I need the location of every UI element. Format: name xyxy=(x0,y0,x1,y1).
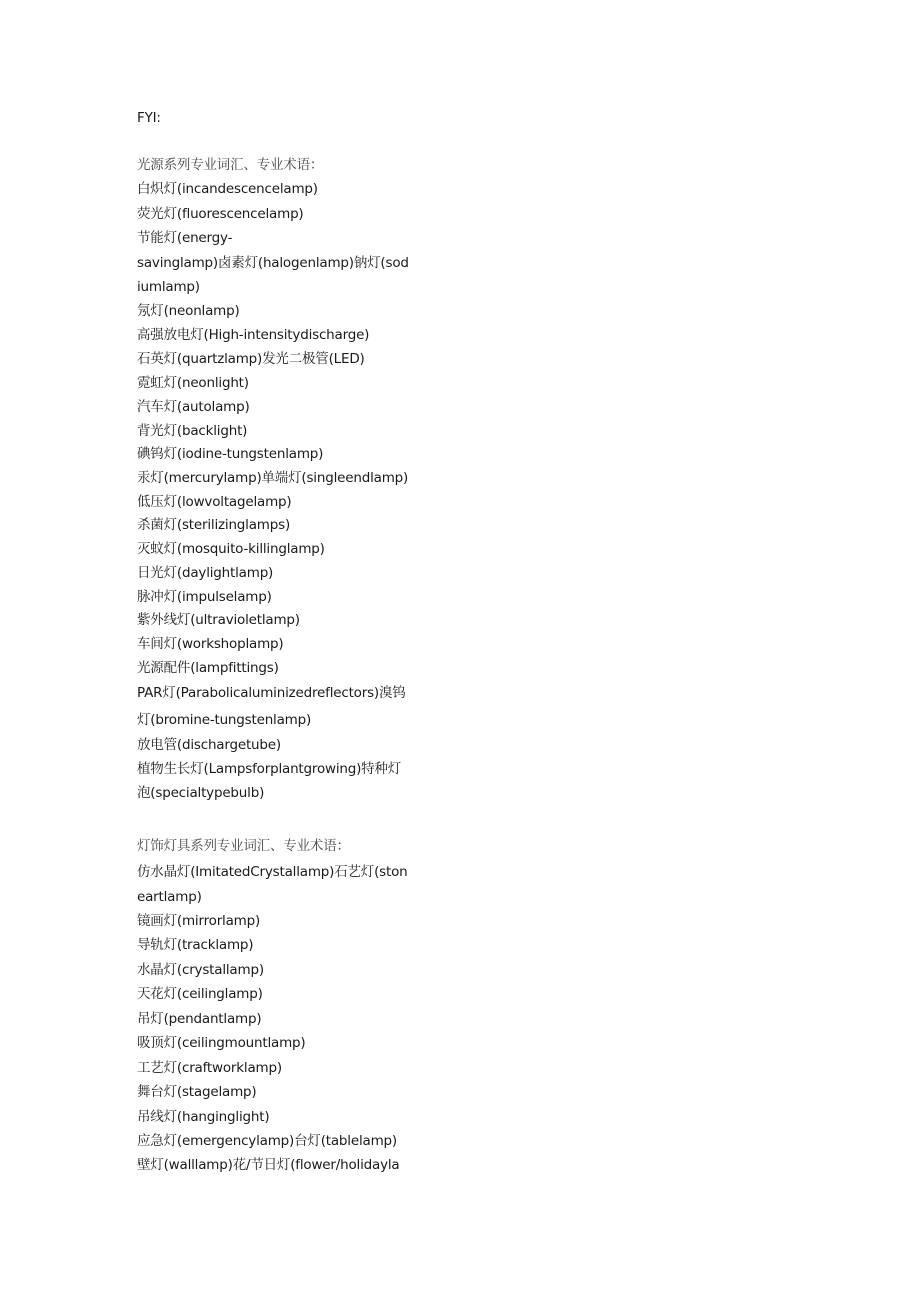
term-line: 泡(specialtypebulb) xyxy=(137,785,265,801)
term-line: 日光灯(daylightlamp) xyxy=(137,565,274,581)
term-line: 荧光灯(fluorescencelamp) xyxy=(137,206,304,222)
term-line: 汞灯(mercurylamp)单端灯(singleendlamp) xyxy=(137,470,409,486)
term-line: 脉冲灯(impulselamp) xyxy=(137,589,272,605)
term-line: 车间灯(workshoplamp) xyxy=(137,636,284,652)
term-line: 放电管(dischargetube) xyxy=(137,737,281,753)
term-line: 导轨灯(tracklamp) xyxy=(137,937,254,953)
term-line: 灯(bromine-tungstenlamp) xyxy=(137,712,312,728)
document-heading: FYI: xyxy=(137,110,161,126)
term-line: iumlamp) xyxy=(137,279,200,295)
term-line: 吊灯(pendantlamp) xyxy=(137,1011,262,1027)
term-line: savinglamp)卤素灯(halogenlamp)钠灯(sod xyxy=(137,255,409,271)
term-line: 吸顶灯(ceilingmountlamp) xyxy=(137,1035,306,1051)
term-line: 工艺灯(craftworklamp) xyxy=(137,1060,282,1076)
term-line: 白炽灯(incandescencelamp) xyxy=(137,181,318,197)
term-line: 光源配件(lampfittings) xyxy=(137,660,279,676)
term-line: 应急灯(emergencylamp)台灯(tablelamp) xyxy=(137,1133,397,1149)
term-line: 天花灯(ceilinglamp) xyxy=(137,986,263,1002)
term-line: 碘钨灯(iodine-tungstenlamp) xyxy=(137,446,324,462)
term-line: 水晶灯(crystallamp) xyxy=(137,962,264,978)
term-line: 汽车灯(autolamp) xyxy=(137,399,250,415)
term-line: 石英灯(quartzlamp)发光二极管(LED) xyxy=(137,351,365,367)
term-line: 壁灯(walllamp)花/节日灯(flower/holidayla xyxy=(137,1157,400,1173)
section-title: 光源系列专业词汇、专业术语： xyxy=(137,157,324,173)
section-title: 灯饰灯具系列专业词汇、专业术语： xyxy=(137,838,350,854)
term-line: 植物生长灯(Lampsforplantgrowing)特种灯 xyxy=(137,761,402,777)
term-line: 霓虹灯(neonlight) xyxy=(137,375,249,391)
term-line: 低压灯(lowvoltagelamp) xyxy=(137,494,292,510)
term-line: 仿水晶灯(ImitatedCrystallamp)石艺灯(ston xyxy=(137,864,408,880)
term-line: 吊线灯(hanginglight) xyxy=(137,1109,270,1125)
term-line: 氖灯(neonlamp) xyxy=(137,303,240,319)
term-line: 节能灯(energy- xyxy=(137,230,233,246)
term-line: 紫外线灯(ultravioletlamp) xyxy=(137,612,300,628)
term-line: eartlamp) xyxy=(137,889,202,905)
term-line: 背光灯(backlight) xyxy=(137,423,248,439)
term-line: 舞台灯(stagelamp) xyxy=(137,1084,257,1100)
term-line: 镜画灯(mirrorlamp) xyxy=(137,913,261,929)
term-line: PAR灯(Parabolicaluminizedreflectors)溴钨 xyxy=(137,685,406,701)
term-line: 高强放电灯(High-intensitydischarge) xyxy=(137,327,370,343)
term-line: 杀菌灯(sterilizinglamps) xyxy=(137,517,291,533)
term-line: 灭蚊灯(mosquito-killinglamp) xyxy=(137,541,325,557)
